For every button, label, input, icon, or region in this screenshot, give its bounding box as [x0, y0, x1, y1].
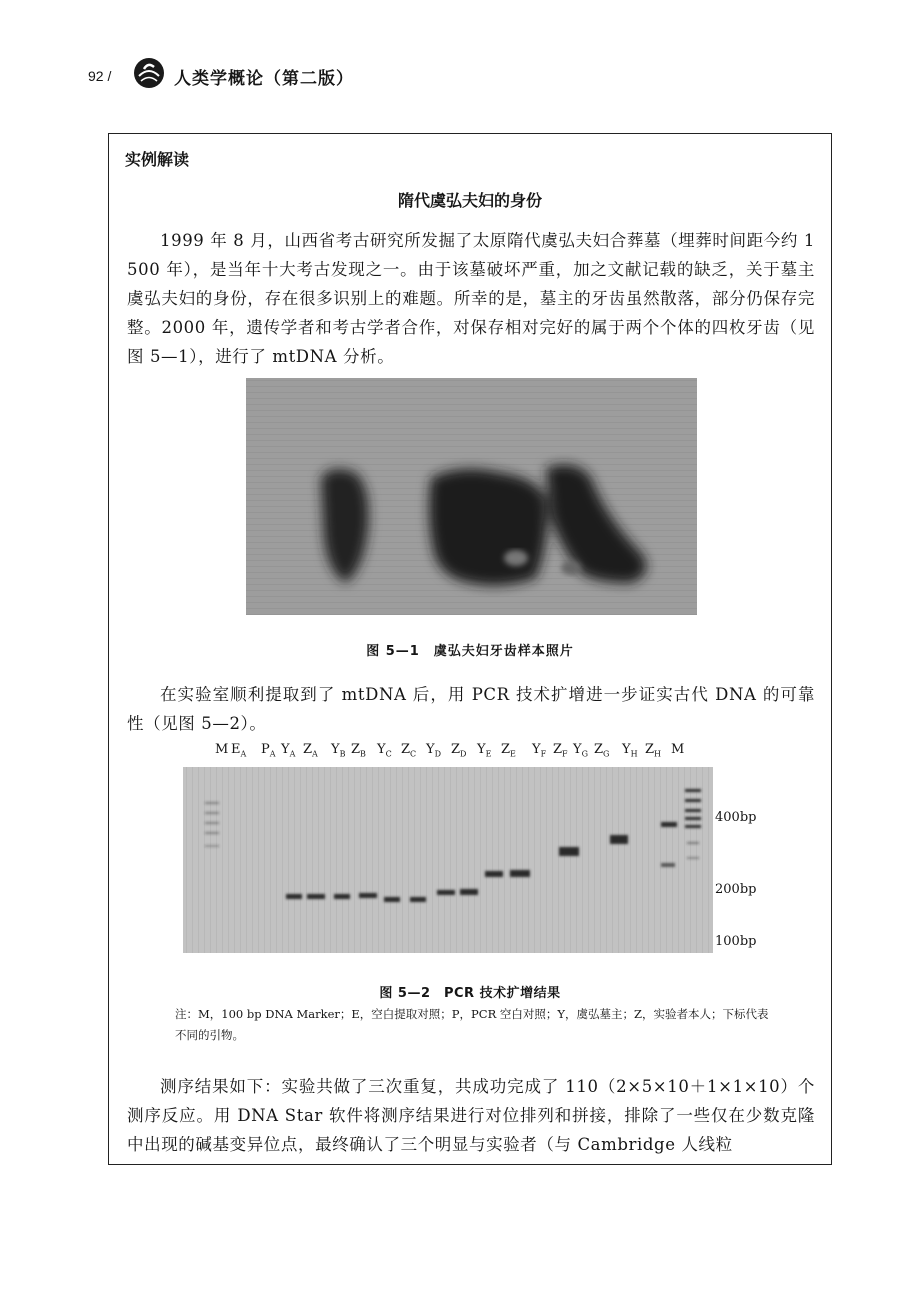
- gel-lane-labels: [201, 742, 701, 768]
- gel-lane-label: M: [671, 742, 685, 757]
- bp-100-label: 100bp: [715, 934, 757, 949]
- gel-lane-label: M: [215, 742, 229, 757]
- gel-lane-label: $Y_E$: [477, 742, 492, 759]
- gel-lane-label: $Z_G$: [594, 742, 610, 759]
- figure-2-note: 注：M，100 bp DNA Marker；E，空白提取对照；P，PCR 空白对照；Y，虞弘墓主；Z，实验者本人；下标代表不同的引物。: [175, 1007, 769, 1042]
- gel-lane-label: $Z_E$: [501, 742, 516, 759]
- gel-lane-label: $Y_G$: [573, 742, 588, 759]
- book-title: 人类学概论（第二版）: [174, 69, 354, 89]
- figure-2-caption: 图 5—2 PCR 技术扩增结果: [379, 986, 561, 1001]
- gel-lane-label: $Y_C$: [377, 742, 392, 759]
- pcr-gel-image: [183, 767, 713, 953]
- gel-lane-label: $E_A$: [231, 742, 247, 759]
- bp-200-label: 200bp: [715, 882, 757, 897]
- page-header: [78, 54, 838, 94]
- book-logo-icon: [132, 56, 166, 90]
- gel-lane-label: $Z_C$: [401, 742, 417, 759]
- article-title: 隋代虞弘夫妇的身份: [397, 191, 542, 210]
- gel-lane-label: $P_A$: [261, 742, 276, 759]
- gel-lane-label: $Z_H$: [645, 742, 662, 759]
- gel-lane-label: $Y_A$: [281, 742, 296, 759]
- gel-lane-label: $Y_H$: [622, 742, 638, 759]
- paragraph-2: 在实验室顺利提取到了 mtDNA 后，用 PCR 技术扩增进一步证实古代 DNA 的可靠性（见图 5—2）。: [127, 685, 815, 733]
- gel-lane-label: $Z_F$: [553, 742, 568, 759]
- gel-lane-label: $Z_A$: [303, 742, 318, 759]
- section-label: 实例解读: [125, 150, 190, 169]
- gel-lane-label: $Y_F$: [532, 742, 547, 759]
- gel-lane-label: $Y_D$: [426, 742, 442, 759]
- page-number: 92 /: [88, 68, 112, 84]
- case-study-box: [108, 133, 832, 1165]
- paragraph-1: 1999 年 8 月，山西省考古研究所发掘了太原隋代虞弘夫妇合葬墓（埋葬时间距今约 1 500 年），是当年十大考古发现之一。由于该墓破坏严重，加之文献记载的缺乏，关于墓主虞弘夫妇的身份，存在很多识别上的难题。所幸的是，墓主的牙齿虽然散落，部分仍保存完整。2000 年，遗传学者和考古学者合作，对保存相对完好的属于两个个体的四枚牙齿（见图 5—1），进行了 mtDNA 分析。: [127, 231, 815, 366]
- gel-lane-label: $Y_B$: [331, 742, 346, 759]
- gel-lane-label: $Z_D$: [451, 742, 467, 759]
- gel-lane-label: $Z_B$: [351, 742, 366, 759]
- teeth-sample-photo: [246, 378, 697, 615]
- bp-400-label: 400bp: [715, 810, 757, 825]
- paragraph-3: 测序结果如下：实验共做了三次重复，共成功完成了 110（2×5×10＋1×1×10）个测序反应。用 DNA Star 软件将测序结果进行对位排列和拼接，排除了一些仅在少数克隆中出现的碱基变异位点，最终确认了三个明显与实验者（与 Cambridge 人线粒: [127, 1077, 815, 1154]
- figure-1-caption: 图 5—1 虞弘夫妇牙齿样本照片: [366, 644, 574, 659]
